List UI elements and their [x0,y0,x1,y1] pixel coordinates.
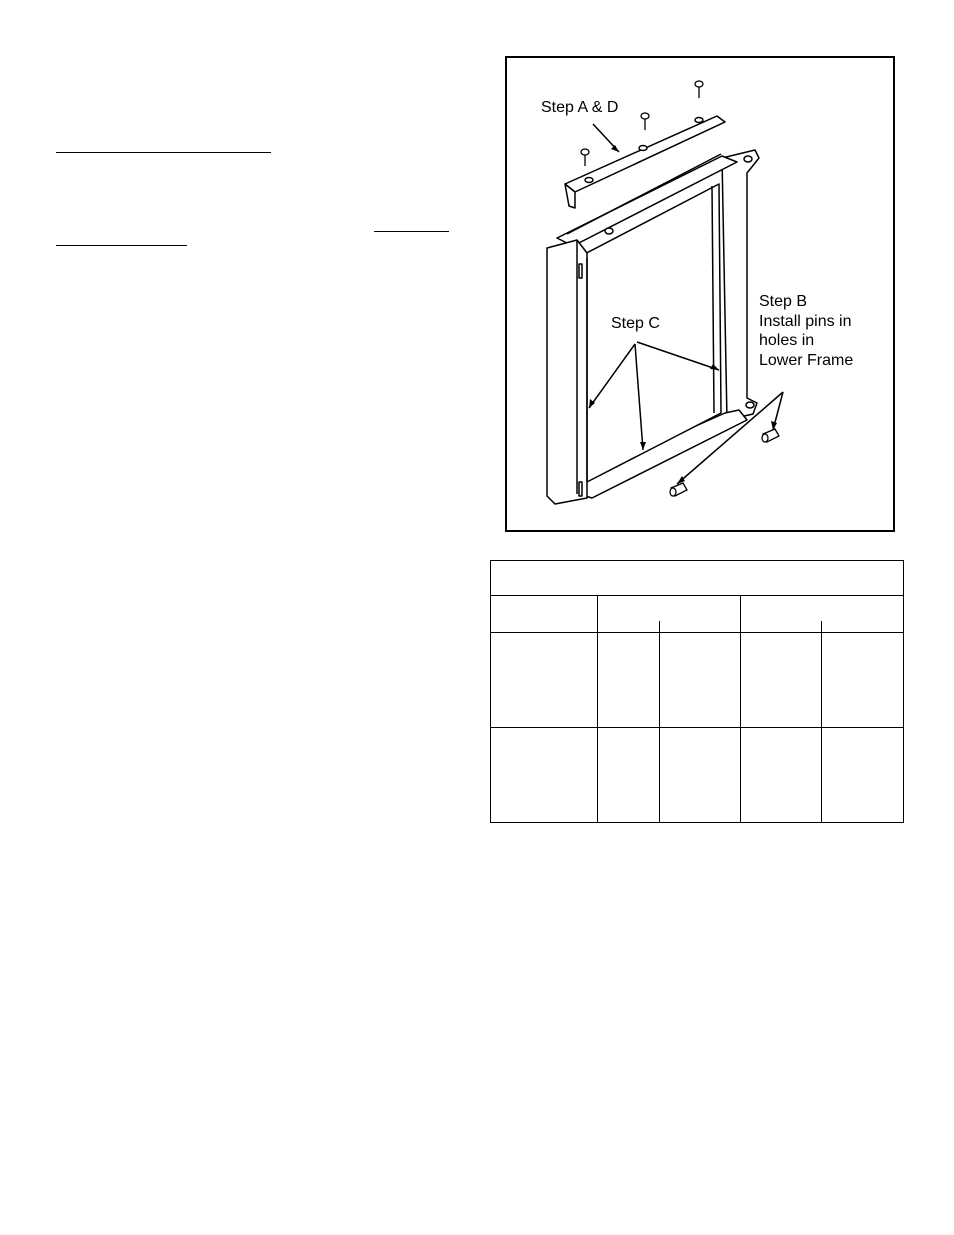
table-cell [491,633,598,728]
pin-icon [670,483,687,496]
callout-step-ad: Step A & D [541,99,619,116]
right-frame-post [722,150,759,420]
table-cell [598,633,660,728]
table-row [491,633,904,728]
underline-rule-1 [56,152,271,153]
table-header-row [491,596,904,633]
pin-icon [762,429,779,442]
spec-table [490,560,904,823]
screw-icon [641,113,649,130]
table-title-cell [491,561,904,596]
table-row [491,728,904,823]
underline-rule-3 [56,245,187,246]
table-header-group-cell [741,596,904,633]
table-cell [741,633,822,728]
table-header-group-cell [598,596,741,633]
underline-rule-2 [374,231,449,232]
installation-figure [505,56,895,532]
table-title-row [491,561,904,596]
screw-icon [581,149,589,166]
table-cell [491,728,598,823]
table-cell [660,728,741,823]
table-cell [822,633,904,728]
table-cell [822,728,904,823]
callout-step-b: Step B Install pins in holes in Lower Frame [759,293,854,369]
table-cell [598,728,660,823]
header-divider-tick [821,621,822,633]
table-cell [660,633,741,728]
left-frame-post [547,240,587,504]
table-header-cell [491,596,598,633]
callout-step-c: Step C [611,315,660,332]
table-cell [741,728,822,823]
screw-icon [695,81,703,98]
header-divider-tick [659,621,660,633]
